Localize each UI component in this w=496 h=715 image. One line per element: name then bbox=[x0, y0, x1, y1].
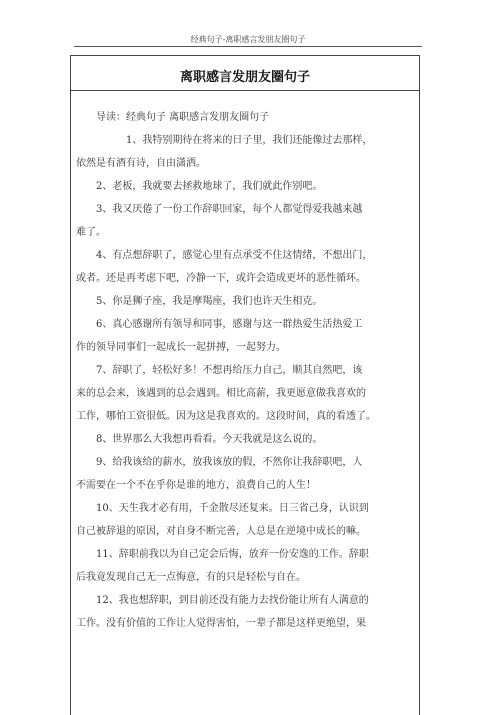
text-line: 作的领导同事们一起成长一起拼搏，一起努力。 bbox=[76, 342, 286, 353]
text-line: 难了。 bbox=[76, 227, 106, 238]
document-title: 离职感言发朋友圈句子 bbox=[179, 70, 310, 85]
text-line: 工作，哪怕工资很低。因为这是我喜欢的。这段时间，真的看透了。 bbox=[76, 411, 376, 422]
document-body bbox=[76, 106, 418, 635]
header-divider bbox=[74, 46, 422, 47]
text-line: 11、辞职前我以为自己定会后悔，放弃一份安逸的工作。辞职 bbox=[76, 549, 369, 560]
text-line: 后我竟发现自己无一点悔意，有的只是轻松与自在。 bbox=[76, 572, 306, 583]
text-line: 来的总会来，该遇到的总会遇到。相比高薪，我更愿意做我喜欢的 bbox=[76, 388, 366, 399]
text-line: 3、我又厌倦了一份工作辞职回家，每个人都觉得爱我越来越 bbox=[76, 204, 363, 215]
text-line: 8、世界那么大我想再看看。今天我就是这么说的。 bbox=[76, 434, 323, 445]
text-line: 导读：经典句子 离职感言发朋友圈句子 bbox=[76, 112, 270, 123]
text-line: 自己被辞退的原因，对自身不断完善，人总是在逆境中成长的嘛。 bbox=[76, 526, 366, 537]
text-line: 5、你是狮子座，我是摩羯座，我们也许天生相克。 bbox=[76, 296, 323, 307]
text-line: 或者。还是再考虑下吧，冷静一下，或许会造成更坏的恶性循环。 bbox=[76, 273, 366, 284]
title-divider bbox=[70, 90, 420, 91]
text-line: 6、真心感谢所有领导和同事，感谢与这一群热爱生活热爱工 bbox=[76, 319, 363, 330]
text-line: 工作。没有价值的工作让人觉得害怕，一辈子都是这样更绝望，果 bbox=[76, 618, 366, 629]
text-line: 10、天生我才必有用，千金散尽还复来。日三省己身，认识到 bbox=[76, 503, 369, 514]
text-line: 7、辞职了，轻松好多！不想再给压力自己，顺其自然吧，该 bbox=[76, 365, 363, 376]
text-line: 12、我也想辞职，到目前还没有能力去找份能让所有人满意的 bbox=[76, 595, 369, 606]
running-header: 经典句子-离职感言发朋友圈句子 bbox=[190, 35, 306, 44]
text-line: 不需要在一个不在乎你是谁的地方，浪费自己的人生！ bbox=[76, 480, 316, 491]
text-line: 依然是有酒有诗，自由潇洒。 bbox=[76, 158, 206, 169]
text-line: 1、我特别期待在将来的日子里，我们还能像过去那样， bbox=[76, 135, 373, 146]
text-line: 2、老板，我就要去拯救地球了，我们就此作别吧。 bbox=[76, 181, 323, 192]
text-line: 4、有点想辞职了，感觉心里有点承受不住这情绪，不想出门， bbox=[76, 250, 373, 261]
text-line: 9、给我该给的薪水，放我该放的假，不然你让我辞职吧，人 bbox=[76, 457, 363, 468]
